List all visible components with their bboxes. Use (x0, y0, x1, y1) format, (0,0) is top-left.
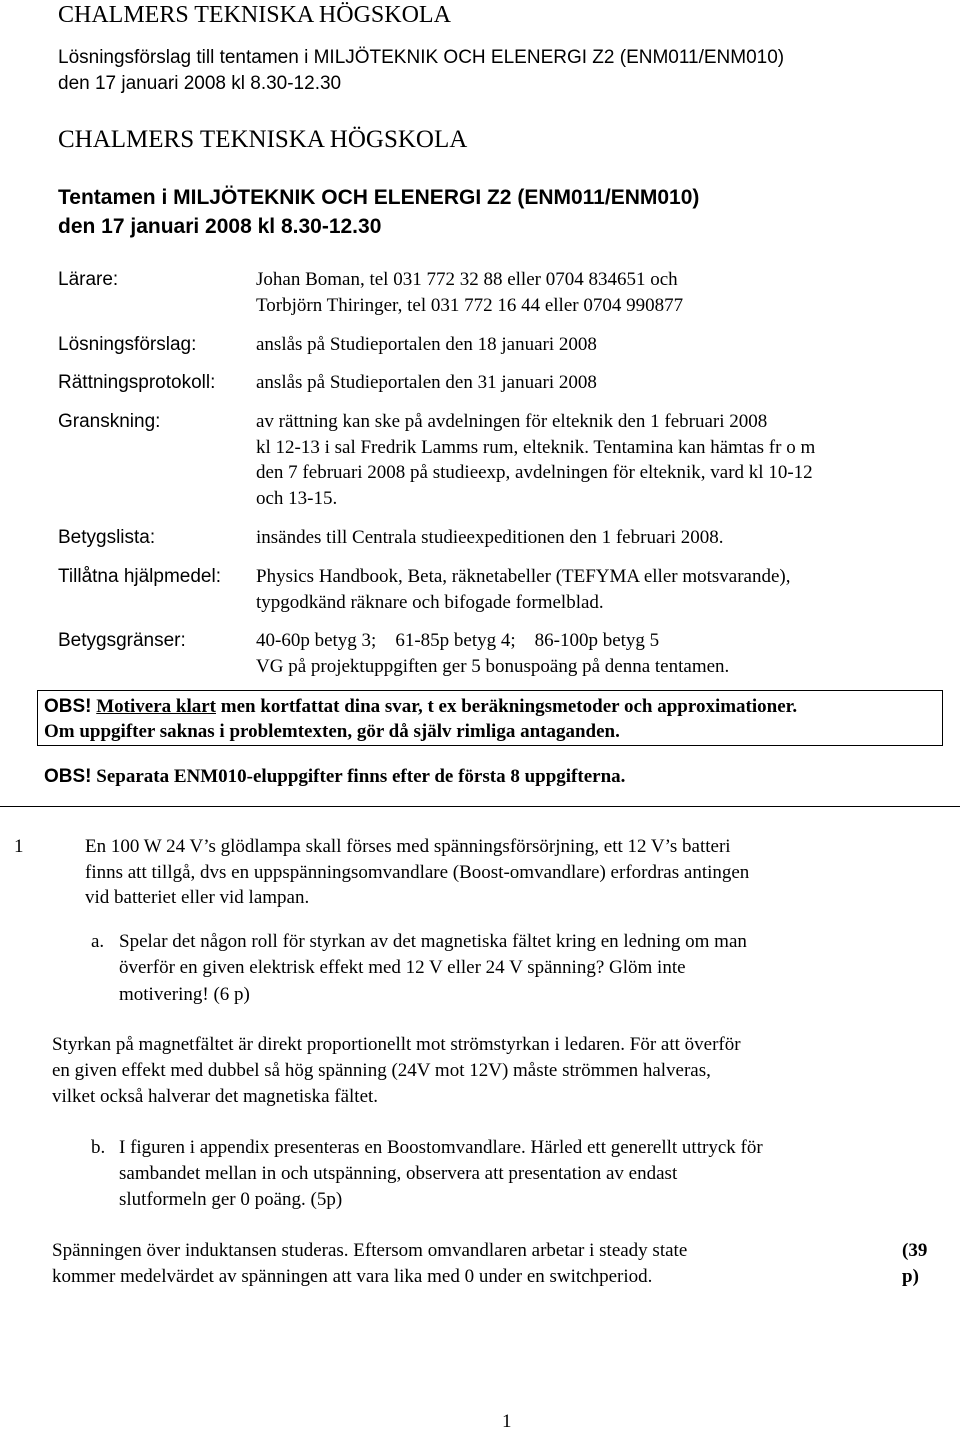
page-number: 1 (502, 1411, 512, 1432)
exam-title-line2: den 17 januari 2008 kl 8.30-12.30 (58, 215, 382, 238)
section-divider (0, 806, 960, 807)
answer-b-line1: Spänningen över induktansen studeras. Eftersom omvandlaren arbetar i steady state (52, 1240, 688, 1261)
review-line3: den 7 februari 2008 på studieexp, avdelningen för elteknik, vard kl 10-12 (256, 462, 813, 483)
teacher-line1: Johan Boman, tel 031 772 32 88 eller 0704 834651 och (256, 269, 678, 290)
grading-protocol-label: Rättningsprotokoll: (58, 372, 216, 393)
exam-title-line1: Tentamen i MILJÖTEKNIK OCH ELENERGI Z2 (ENM011/ENM010) (58, 186, 700, 209)
subquestion-b-label: b. (91, 1137, 106, 1158)
answer-a-line2: en given effekt med dubbel så hög spänning (24V mot 12V) måste strömmen halveras, (52, 1060, 711, 1081)
review-label: Granskning: (58, 411, 161, 432)
grading-protocol-value: anslås på Studieportalen den 31 januari 2008 (256, 372, 597, 393)
aids-line1: Physics Handbook, Beta, räknetabeller (TEFYMA eller motsvarande), (256, 566, 791, 587)
subquestion-a-line1: Spelar det någon roll för styrkan av det magnetiska fältet kring en ledning om man (119, 931, 747, 952)
problem-intro-line1: En 100 W 24 V’s glödlampa skall förses med spänningsförsörjning, ett 12 V’s batteri (85, 836, 731, 857)
subquestion-a-line3: motivering! (6 p) (119, 984, 250, 1005)
grade-limits-label: Betygsgränser: (58, 630, 186, 651)
obs-line1-rest: men kortfattat dina svar, t ex beräkningsmetoder och approximationer. (216, 696, 798, 717)
subquestion-b-line3: slutformeln ger 0 poäng. (5p) (119, 1189, 343, 1210)
subquestion-a-line2: överför en given elektrisk effekt med 12 V eller 24 V spänning? Glöm inte (119, 957, 686, 978)
grade-list-label: Betygslista: (58, 527, 156, 548)
grade-limits-line1: 40-60p betyg 3; 61-85p betyg 4; 86-100p betyg 5 (256, 630, 660, 651)
obs-notice-line2: Om uppgifter saknas i problemtexten, gör då själv rimliga antaganden. (44, 721, 620, 742)
obs-separate-tasks (44, 766, 625, 788)
answer-b-line2: kommer medelvärdet av spänningen att vara lika med 0 under en switchperiod. (52, 1266, 653, 1287)
review-line1: av rättning kan ske på avdelningen för elteknik den 1 februari 2008 (256, 411, 768, 432)
grade-list-value: insändes till Centrala studieexpeditionen den 1 februari 2008. (256, 527, 724, 548)
subquestion-b-line1: I figuren i appendix presenteras en Boostomvandlare. Härled ett generellt uttryck för (119, 1137, 763, 1158)
review-line2: kl 12-13 i sal Fredrik Lamms rum, elteknik. Tentamina kan hämtas fr o m (256, 437, 816, 458)
aids-line2: typgodkänd räknare och bifogade formelblad. (256, 592, 604, 613)
header-subtitle-line2: den 17 januari 2008 kl 8.30-12.30 (58, 73, 342, 94)
problem-intro-line2: finns att tillgå, dvs en uppspänningsomvandlare (Boost-omvandlare) erfordras antingen (85, 862, 750, 883)
teacher-label: Lärare: (58, 269, 119, 290)
solution-value: anslås på Studieportalen den 18 januari 2008 (256, 334, 597, 355)
aids-label: Tillåtna hjälpmedel: (58, 566, 221, 587)
answer-a-line1: Styrkan på magnetfältet är direkt proportionellt mot strömstyrkan i ledaren. För att överför (52, 1034, 741, 1055)
problem-intro-line3: vid batteriet eller vid lampan. (85, 887, 310, 908)
title-school-name: CHALMERS TEKNISKA HÖGSKOLA (58, 126, 468, 153)
answer-a-line3: vilket också halverar det magnetiska fältet. (52, 1086, 379, 1107)
subquestion-b-line2: sambandet mellan in och utspänning, observera att presentation av endast (119, 1163, 678, 1184)
header-subtitle-line1: Lösningsförslag till tentamen i MILJÖTEKNIK OCH ELENERGI Z2 (ENM011/ENM010) (58, 47, 785, 68)
review-line4: och 13-15. (256, 488, 338, 509)
header-school-name: CHALMERS TEKNISKA HÖGSKOLA (58, 2, 451, 28)
teacher-line2: Torbjörn Thiringer, tel 031 772 16 44 eller 0704 990877 (256, 295, 684, 316)
problem-number: 1 (14, 836, 24, 857)
obs-prefix: OBS! (44, 696, 92, 717)
obs-notice-line1 (44, 696, 797, 718)
solution-label: Lösningsförslag: (58, 334, 197, 355)
points-line2: p) (902, 1266, 919, 1287)
points-line1: (39 (902, 1240, 928, 1261)
subquestion-a-label: a. (91, 931, 105, 952)
grade-limits-line2: VG på projektuppgiften ger 5 bonuspoäng på denna tentamen. (256, 656, 730, 677)
obs2-prefix: OBS! (44, 766, 92, 787)
obs2-text: Separata ENM010-eluppgifter finns efter de första 8 uppgifterna. (91, 766, 626, 787)
obs-underlined-text: Motivera klart (96, 696, 217, 717)
